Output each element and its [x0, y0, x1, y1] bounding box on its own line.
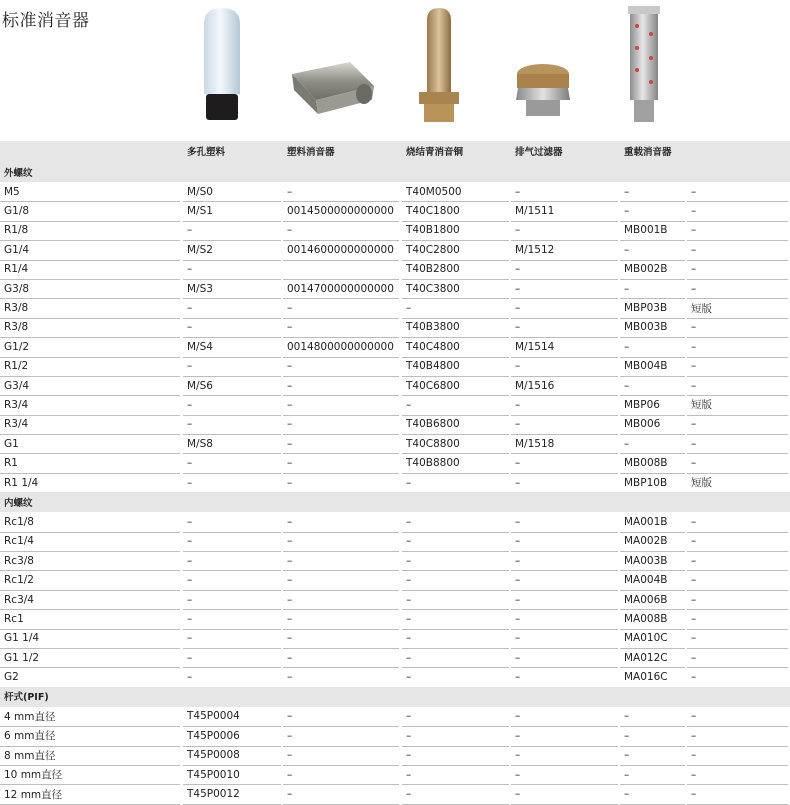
table-cell: – [691, 535, 697, 548]
table-cell: – [624, 340, 630, 353]
table-cell: – [187, 554, 193, 567]
table-cell: 12 mm直径 [4, 788, 63, 801]
section-label: 内螺纹 [4, 497, 33, 509]
table-row [0, 590, 790, 609]
table-cell: – [187, 651, 193, 664]
table-cell: M5 [4, 185, 20, 198]
table-cell: R1 [4, 457, 18, 470]
table-cell: – [515, 788, 521, 801]
table-cell: Rc1/4 [4, 535, 34, 548]
table-cell: G1 1/2 [4, 651, 40, 664]
table-row [0, 707, 790, 726]
table-cell: – [406, 515, 412, 528]
table-cell: – [691, 437, 697, 450]
table-cell: MB003B [624, 321, 668, 334]
section-label: 杆式(PIF) [4, 692, 49, 704]
table-cell: M/S6 [187, 379, 213, 392]
table-cell: – [691, 554, 697, 567]
table-row [0, 337, 790, 356]
table-cell: T40C2800 [406, 243, 460, 256]
table-row [0, 279, 790, 298]
table-cell: MA010C [624, 632, 668, 645]
table-cell: – [515, 321, 521, 334]
table-cell: – [515, 632, 521, 645]
table-cell: – [624, 729, 630, 742]
table-cell: 10 mm直径 [4, 769, 63, 782]
table-cell: – [515, 574, 521, 587]
table-row [0, 746, 790, 765]
table-cell: – [624, 243, 630, 256]
table-cell: – [691, 671, 697, 684]
table-cell: – [515, 263, 521, 276]
table-cell: – [406, 398, 412, 411]
table-cell: – [406, 768, 412, 781]
table-cell: – [691, 321, 697, 334]
table-cell: – [691, 593, 697, 606]
table-row [0, 532, 790, 551]
table-cell: – [187, 360, 193, 373]
table-cell: – [406, 788, 412, 801]
table-row [0, 182, 790, 201]
table-cell: MB004B [624, 360, 668, 373]
table-row [0, 609, 790, 628]
table-cell: – [406, 729, 412, 742]
table-row [0, 376, 790, 395]
table-cell: M/1514 [515, 340, 555, 353]
table-cell: T45P0006 [187, 729, 240, 742]
table-cell: – [287, 302, 293, 315]
exhaust-filter-image [512, 60, 574, 120]
table-cell: – [515, 282, 521, 295]
table-cell: – [691, 515, 697, 528]
table-cell: – [691, 224, 697, 237]
table-row [0, 453, 790, 472]
table-cell: T40B8800 [406, 457, 460, 470]
table-cell: Rc1/2 [4, 574, 34, 587]
table-row [0, 260, 790, 279]
table-cell: MA002B [624, 535, 668, 548]
table-cell: – [691, 340, 697, 353]
table-cell: T45P0008 [187, 749, 240, 762]
table-cell: – [624, 437, 630, 450]
table-row [0, 298, 790, 317]
table-cell: – [406, 651, 412, 664]
table-cell: – [515, 302, 521, 315]
table-row [0, 395, 790, 414]
table-cell: – [691, 360, 697, 373]
table-cell: – [515, 554, 521, 567]
table-row [0, 648, 790, 667]
table-cell: – [691, 205, 697, 218]
table-cell: – [287, 321, 293, 334]
table-cell: M/1512 [515, 243, 555, 256]
sintered-bronze-silencer-image [414, 6, 464, 124]
table-cell: – [515, 729, 521, 742]
table-cell: – [624, 768, 630, 781]
table-cell: M/1511 [515, 205, 555, 218]
table-cell: M/S3 [187, 282, 213, 295]
table-cell: M/S2 [187, 243, 213, 256]
table-cell: – [691, 729, 697, 742]
table-row [0, 726, 790, 745]
table-cell: G3/8 [4, 282, 30, 295]
table-cell: T40B2800 [406, 263, 460, 276]
table-cell: – [187, 321, 193, 334]
table-cell: – [287, 515, 293, 528]
table-cell: – [406, 554, 412, 567]
table-cell: – [287, 535, 293, 548]
table-cell: – [187, 515, 193, 528]
table-cell: G1/8 [4, 205, 30, 218]
table-cell: MA003B [624, 554, 668, 567]
table-row [0, 201, 790, 220]
table-cell: MA006B [624, 593, 668, 606]
table-cell: T45P0012 [187, 788, 240, 801]
table-cell: T40B6800 [406, 418, 460, 431]
table-cell: Rc3/4 [4, 593, 34, 606]
table-cell: – [515, 185, 521, 198]
table-cell: – [287, 749, 293, 762]
table-cell: MA004B [624, 574, 668, 587]
table-cell: – [691, 768, 697, 781]
table-cell: MA012C [624, 651, 668, 664]
table-cell: 0014800000000000 [287, 340, 394, 353]
table-cell: G1/2 [4, 340, 30, 353]
table-cell: T40C3800 [406, 282, 460, 295]
table-cell: – [624, 185, 630, 198]
table-cell: M/S8 [187, 437, 213, 450]
column-header: 烧结青消音铜 [406, 147, 464, 158]
table-cell: – [287, 651, 293, 664]
table-cell: MBP10B [624, 476, 668, 489]
table-cell: – [624, 710, 630, 723]
table-cell: – [691, 612, 697, 625]
table-cell: – [287, 768, 293, 781]
table-cell: – [624, 282, 630, 295]
table-cell: T40C1800 [406, 205, 460, 218]
table-cell: MBP03B [624, 302, 668, 315]
table-cell: T40M0500 [406, 185, 462, 198]
table-cell: T40C8800 [406, 437, 460, 450]
table-cell: – [406, 574, 412, 587]
table-cell: – [515, 651, 521, 664]
table-cell: – [287, 379, 293, 392]
table-row [0, 512, 790, 531]
table-cell: 0014600000000000 [287, 243, 394, 256]
table-cell: – [287, 593, 293, 606]
table-cell: – [515, 535, 521, 548]
table-cell: – [406, 671, 412, 684]
table-cell: – [406, 476, 412, 489]
table-cell: 0014700000000000 [287, 282, 394, 295]
table-cell: – [515, 749, 521, 762]
table-cell: T40B3800 [406, 321, 460, 334]
heavy-duty-silencer-image [624, 4, 664, 124]
table-cell: – [287, 398, 293, 411]
table-cell: T40B1800 [406, 224, 460, 237]
table-cell: T45P0010 [187, 768, 240, 781]
table-row [0, 240, 790, 259]
table-cell: 短版 [691, 302, 712, 315]
table-cell: – [287, 224, 293, 237]
table-cell: – [691, 418, 697, 431]
table-cell: – [287, 632, 293, 645]
section-label: 外螺纹 [4, 167, 33, 179]
table-cell: M/S1 [187, 205, 213, 218]
table-cell: MBP06 [624, 398, 660, 411]
table-cell: – [691, 243, 697, 256]
section-header-row [0, 492, 790, 512]
table-cell: – [691, 749, 697, 762]
table-cell: – [187, 398, 193, 411]
table-row [0, 357, 790, 376]
table-cell: R3/4 [4, 418, 29, 431]
table-cell: Rc1 [4, 612, 24, 625]
table-cell: – [187, 476, 193, 489]
table-cell: – [691, 457, 697, 470]
table-cell: – [287, 574, 293, 587]
table-row [0, 784, 790, 803]
table-cell: 6 mm直径 [4, 730, 56, 743]
table-cell: – [187, 632, 193, 645]
table-cell: – [691, 788, 697, 801]
table-cell: – [515, 671, 521, 684]
table-cell: – [287, 612, 293, 625]
table-header-row [0, 141, 790, 162]
table-cell: – [287, 671, 293, 684]
table-cell: M/S4 [187, 340, 213, 353]
table-cell: MB008B [624, 457, 668, 470]
table-row [0, 570, 790, 589]
table-cell: MA008B [624, 612, 668, 625]
table-cell: – [287, 710, 293, 723]
porous-plastic-silencer-image [198, 6, 246, 124]
table-cell: R3/4 [4, 398, 29, 411]
page-title: 标准消音器 [2, 11, 90, 31]
table-cell: – [187, 457, 193, 470]
table-cell: – [515, 515, 521, 528]
table-cell: MB002B [624, 263, 668, 276]
table-cell: – [187, 263, 193, 276]
table-cell: – [515, 593, 521, 606]
table-cell: – [187, 418, 193, 431]
table-cell: – [187, 593, 193, 606]
table-row [0, 318, 790, 337]
table-cell: – [515, 768, 521, 781]
table-cell: 8 mm直径 [4, 749, 56, 762]
table-cell: – [691, 282, 697, 295]
table-cell: – [691, 710, 697, 723]
table-cell: – [624, 379, 630, 392]
table-cell: – [187, 302, 193, 315]
section-header-row [0, 162, 790, 182]
table-cell: R1/4 [4, 263, 29, 276]
table-cell: Rc3/8 [4, 554, 34, 567]
table-cell: MA016C [624, 671, 668, 684]
table-cell: – [406, 612, 412, 625]
table-cell: – [691, 379, 697, 392]
table-cell: – [515, 360, 521, 373]
table-cell: T40B4800 [406, 360, 460, 373]
table-cell: – [187, 574, 193, 587]
table-cell: – [406, 302, 412, 315]
table-cell: T45P0004 [187, 710, 240, 723]
table-cell: – [406, 593, 412, 606]
table-cell: R1 1/4 [4, 476, 39, 489]
table-cell: – [515, 418, 521, 431]
table-cell: Rc1/8 [4, 515, 34, 528]
table-cell: R3/8 [4, 321, 29, 334]
table-cell: – [691, 185, 697, 198]
table-row [0, 551, 790, 570]
table-cell: 短版 [691, 399, 712, 412]
table-cell: – [187, 224, 193, 237]
table-cell: R1/2 [4, 360, 29, 373]
section-header-row [0, 687, 790, 707]
table-cell: – [691, 651, 697, 664]
table-cell: G2 [4, 671, 19, 684]
table-cell: – [187, 612, 193, 625]
column-header: 塑料消音器 [287, 147, 335, 158]
table-row [0, 473, 790, 492]
table-cell: M/1518 [515, 437, 555, 450]
table-cell: T40C6800 [406, 379, 460, 392]
table-cell: – [287, 418, 293, 431]
table-cell: – [691, 632, 697, 645]
table-cell: – [406, 632, 412, 645]
table-cell: – [515, 457, 521, 470]
table-cell: – [287, 360, 293, 373]
table-cell: – [691, 263, 697, 276]
table-cell: MB006 [624, 418, 661, 431]
table-cell: R1/8 [4, 224, 29, 237]
table-row [0, 667, 790, 686]
table-cell: – [515, 476, 521, 489]
table-cell: M/1516 [515, 379, 555, 392]
table-cell: G1/4 [4, 243, 30, 256]
table-cell: MB001B [624, 224, 668, 237]
column-header: 排气过滤器 [515, 147, 563, 158]
table-cell: – [515, 398, 521, 411]
table-cell: R3/8 [4, 302, 29, 315]
table-cell: – [287, 437, 293, 450]
table-cell: – [287, 185, 293, 198]
table-cell: – [287, 457, 293, 470]
table-cell: – [515, 612, 521, 625]
table-row [0, 629, 790, 648]
column-header: 多孔塑料 [187, 147, 226, 158]
column-header: 重载消音器 [624, 147, 672, 158]
table-cell: M/S0 [187, 185, 213, 198]
table-row [0, 434, 790, 453]
table-cell: G3/4 [4, 379, 30, 392]
table-cell: – [287, 476, 293, 489]
table-cell: 4 mm直径 [4, 710, 56, 723]
table-cell: – [691, 574, 697, 587]
table-cell: – [406, 535, 412, 548]
table-cell: 短版 [691, 477, 712, 490]
table-cell: T40C4800 [406, 340, 460, 353]
table-cell: – [187, 535, 193, 548]
table-cell [287, 260, 401, 279]
table-cell: – [287, 729, 293, 742]
table-cell: – [624, 749, 630, 762]
table-cell: – [515, 710, 521, 723]
table-cell: – [406, 749, 412, 762]
table-cell: – [624, 788, 630, 801]
table-cell: – [406, 710, 412, 723]
table-cell: – [187, 671, 193, 684]
table-cell: – [287, 788, 293, 801]
table-cell: – [515, 224, 521, 237]
table-cell: 0014500000000000 [287, 205, 394, 218]
silencer-table [0, 141, 790, 804]
table-cell: – [287, 554, 293, 567]
column-header [691, 141, 790, 161]
column-header [4, 141, 182, 161]
table-cell: G1 1/4 [4, 632, 40, 645]
plastic-silencer-image [288, 56, 378, 120]
table-row [0, 415, 790, 434]
table-cell: – [624, 205, 630, 218]
table-cell: MA001B [624, 515, 668, 528]
table-row [0, 221, 790, 240]
table-cell: G1 [4, 437, 19, 450]
